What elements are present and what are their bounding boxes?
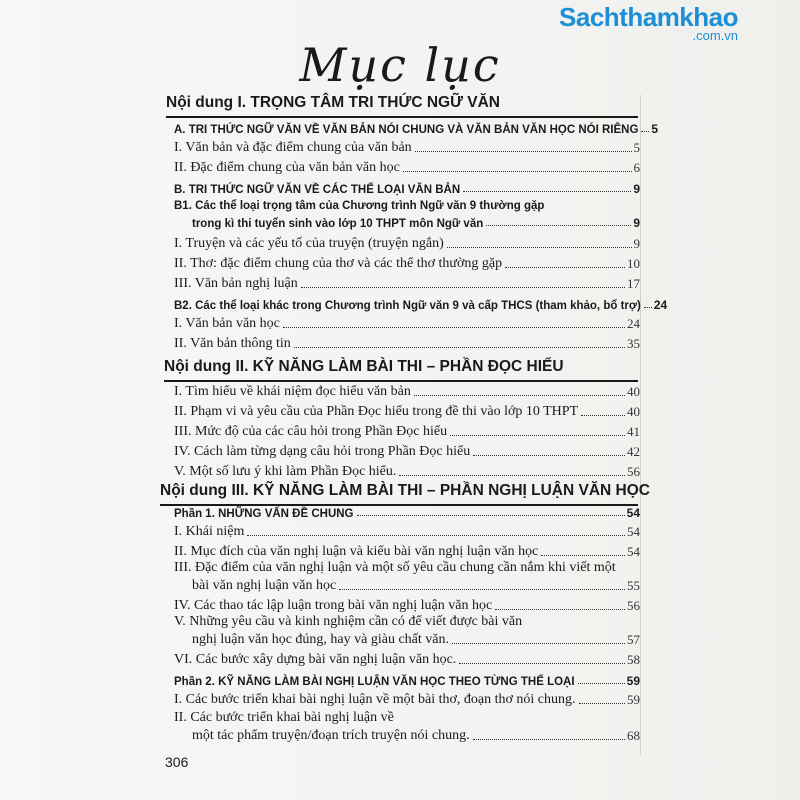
toc-entry <box>174 506 640 520</box>
leader-dots <box>541 555 625 556</box>
toc-entry-label: B2. Các thể loại khác trong Chương trình Ngữ văn 9 và cấp THCS (tham khảo, bổ trợ) <box>174 300 641 312</box>
toc-entry-label-line2: nghị luận văn học đúng, hay và giàu chất văn. <box>192 632 449 647</box>
toc-entry-label: I. Khái niệm <box>174 524 245 539</box>
toc-entry-page: 5 <box>633 140 640 155</box>
toc-entry <box>174 424 640 440</box>
toc-entry-page: 54 <box>627 544 640 559</box>
toc-entry-page: 41 <box>627 424 640 439</box>
watermark-domain: .com.vn <box>692 28 738 43</box>
leader-dots <box>463 191 631 192</box>
toc-entry <box>174 256 640 272</box>
toc-entry-label: II. Mục đích của văn nghị luận và kiểu bài văn nghị luận văn học <box>174 544 539 559</box>
toc-entry-label: A. TRI THỨC NGỮ VĂN VỀ VĂN BẢN NÓI CHUNG VÀ VĂN BẢN VĂN HỌC NÓI RIÊNG <box>174 124 639 136</box>
toc-entry-label: II. Thơ: đặc điểm chung của thơ và các thể thơ thường gặp <box>174 256 503 271</box>
toc-entry-page: 35 <box>627 336 640 351</box>
toc-entry-label-line1: B1. Các thể loại trọng tâm của Chương trình Ngữ văn 9 thường gặp <box>174 200 545 212</box>
leader-dots <box>301 287 625 288</box>
toc-entry-page: 10 <box>627 256 640 271</box>
toc-entry <box>174 316 640 332</box>
toc-entry <box>174 544 640 560</box>
leader-dots <box>447 247 632 248</box>
toc-entry <box>174 464 640 480</box>
leader-dots <box>339 589 625 590</box>
toc-entry-label: I. Văn bản và đặc điểm chung của văn bản <box>174 140 412 155</box>
section-underline <box>164 380 638 382</box>
toc-entry-label-line2: trong kì thi tuyển sinh vào lớp 10 THPT môn Ngữ văn <box>192 218 484 230</box>
toc-entry-label-line1: III. Đặc điểm của văn nghị luận và một số yêu cầu chung cần nắm khi viết một <box>174 560 616 575</box>
page-title: Mục lục <box>299 38 501 92</box>
toc-entry <box>174 652 640 668</box>
leader-dots <box>473 455 625 456</box>
toc-entry-page: 59 <box>627 692 640 707</box>
leader-dots <box>473 739 625 740</box>
toc-entry-page: 24 <box>627 316 640 331</box>
toc-entry-page: 58 <box>627 652 640 667</box>
toc-entry-label-line1: II. Các bước triển khai bài nghị luận về <box>174 710 394 725</box>
toc-entry-page: 54 <box>627 524 640 539</box>
toc-entry-page: 5 <box>651 122 659 136</box>
section-heading <box>160 482 650 500</box>
toc-entry <box>174 598 640 614</box>
toc-entry-page: 9 <box>633 182 640 196</box>
page-number: 306 <box>165 754 189 770</box>
toc-entry-label-line1: V. Những yêu cầu và kinh nghiệm cần có để viết được bài văn <box>174 614 523 629</box>
leader-dots <box>581 415 625 416</box>
toc-entry-label: II. Đặc điểm chung của văn bản văn học <box>174 160 400 175</box>
toc-entry <box>174 276 640 292</box>
toc-entry-page: 42 <box>627 444 640 459</box>
leader-dots <box>505 267 625 268</box>
leader-dots <box>459 663 625 664</box>
toc-entry <box>174 692 640 708</box>
leader-dots <box>414 395 625 396</box>
toc-entry <box>174 524 640 540</box>
leader-dots <box>578 683 625 684</box>
leader-dots <box>415 151 632 152</box>
toc-entry-label: IV. Cách làm từng dạng câu hỏi trong Phần Đọc hiểu <box>174 444 471 459</box>
toc-entry-label: III. Mức độ của các câu hỏi trong Phần Đọc hiểu <box>174 424 448 439</box>
leader-dots <box>357 515 625 516</box>
toc-entry-page: 17 <box>627 276 640 291</box>
toc-entry-label: V. Một số lưu ý khi làm Phần Đọc hiểu. <box>174 464 397 479</box>
toc-entry-label: Phần 1. NHỮNG VẤN ĐỀ CHUNG <box>174 508 354 520</box>
toc-entry-page: 6 <box>633 160 640 175</box>
toc-entry-page: 68 <box>627 728 640 743</box>
toc-entry-page: 57 <box>627 632 640 647</box>
toc-entry-label: Phần 2. KỸ NĂNG LÀM BÀI NGHỊ LUẬN VĂN HỌC THEO TỪNG THỂ LOẠI <box>174 676 575 688</box>
toc-entry-label: I. Tìm hiểu về khái niệm đọc hiểu văn bản <box>174 384 411 399</box>
toc-entry <box>174 444 640 460</box>
section-heading <box>166 94 638 112</box>
toc-entry-page: 54 <box>626 506 640 520</box>
section-heading-text: Nội dung II. KỸ NĂNG LÀM BÀI THI – PHẦN ĐỌC HIỂU <box>164 358 564 375</box>
toc-entry-page: 9 <box>633 236 640 251</box>
toc-entry <box>192 216 640 230</box>
watermark-brand: Sachthamkhao <box>559 2 738 32</box>
toc-entry <box>174 384 640 400</box>
toc-entry-page: 24 <box>653 298 668 312</box>
leader-dots <box>450 435 625 436</box>
toc-entry-page: 9 <box>633 216 640 230</box>
toc-entry <box>174 336 640 352</box>
leader-dots <box>579 703 626 704</box>
toc-entry-label: I. Văn bản văn học <box>174 316 280 331</box>
leader-dots <box>247 535 625 536</box>
leader-dots <box>294 347 625 348</box>
toc-entry <box>192 728 640 744</box>
toc-entry-label: I. Truyện và các yếu tố của truyện (truyện ngắn) <box>174 236 444 251</box>
leader-dots <box>641 131 649 132</box>
toc-entry <box>174 182 640 196</box>
toc-entry <box>174 122 659 136</box>
toc-entry-label: II. Phạm vi và yêu cầu của Phần Đọc hiểu trong đề thi vào lớp 10 THPT <box>174 404 579 419</box>
toc-entry <box>174 404 640 420</box>
section-heading <box>164 358 638 376</box>
leader-dots <box>486 225 631 226</box>
leader-dots <box>495 609 625 610</box>
leader-dots <box>452 643 625 644</box>
toc-entry-page: 40 <box>627 384 640 399</box>
toc-entry <box>192 578 640 594</box>
section-heading-text: Nội dung III. KỸ NĂNG LÀM BÀI THI – PHẦN NGHỊ LUẬN VĂN HỌC <box>160 482 650 499</box>
leader-dots <box>644 307 652 308</box>
leader-dots <box>399 475 625 476</box>
toc-entry <box>192 632 640 648</box>
toc-entry <box>174 140 640 156</box>
toc-entry-label-line2: một tác phẩm truyện/đoạn trích truyện nói chung. <box>192 728 470 743</box>
toc-entry-label: II. Văn bản thông tin <box>174 336 291 351</box>
toc-entry-page: 56 <box>627 598 640 613</box>
toc-entry-label: IV. Các thao tác lập luận trong bài văn nghị luận văn học <box>174 598 493 613</box>
toc-entry <box>174 160 640 176</box>
toc-entry-label-line2: bài văn nghị luận văn học <box>192 578 337 593</box>
section-underline <box>166 116 638 118</box>
toc-entry-label: III. Văn bản nghị luận <box>174 276 298 291</box>
section-heading-text: Nội dung I. TRỌNG TÂM TRI THỨC NGỮ VĂN <box>166 94 500 111</box>
toc-entry-label: I. Các bước triển khai bài nghị luận về một bài thơ, đoạn thơ nói chung. <box>174 692 576 707</box>
toc-entry-page: 59 <box>626 674 640 688</box>
leader-dots <box>283 327 625 328</box>
leader-dots <box>403 171 632 172</box>
toc-entry <box>174 298 668 312</box>
toc-entry-label: VI. Các bước xây dựng bài văn nghị luận văn học. <box>174 652 457 667</box>
toc-entry <box>174 674 640 688</box>
toc-entry <box>174 236 640 252</box>
toc-entry-page: 56 <box>627 464 640 479</box>
toc-entry-page: 40 <box>627 404 640 419</box>
toc-entry-label: B. TRI THỨC NGỮ VĂN VỀ CÁC THỂ LOẠI VĂN BẢN <box>174 184 461 196</box>
toc-entry-page: 55 <box>627 578 640 593</box>
